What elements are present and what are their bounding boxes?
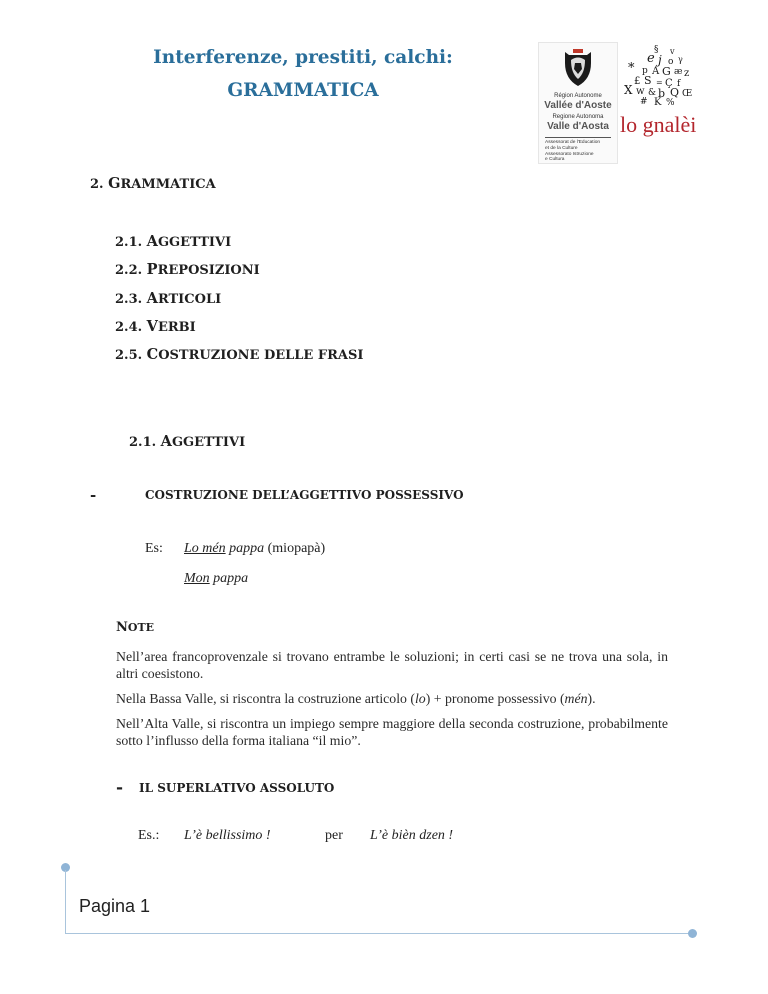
toc-item-costruzione-frasi	[115, 346, 363, 363]
subsection-heading-aggettivi	[129, 433, 245, 450]
footer-dot-bottom	[688, 929, 697, 938]
note-paragraph1: Nell’area francoprovenzale si trovano entrambe le soluzioni; in certi casi se ne trova una sola, in altri coesistono.	[116, 649, 668, 681]
gnalei-logo	[618, 42, 698, 152]
note-rest: OTE	[127, 621, 155, 634]
vda-logo-line1: Région Autonome	[554, 93, 602, 99]
coat-of-arms-icon	[561, 49, 595, 89]
item2-example-left: L’è bellissimo !	[184, 828, 271, 843]
vda-logo	[538, 42, 618, 164]
svg-text:e: e	[647, 51, 655, 66]
note-initial: N	[116, 620, 128, 635]
example1-italic: pappa	[225, 541, 265, 556]
item1-heading: COSTRUZIONE DELL’AGGETTIVO POSSESSIVO	[145, 488, 464, 502]
vda-logo-divider	[545, 137, 611, 138]
svg-text:&: &	[648, 88, 657, 98]
svg-text:f: f	[677, 79, 681, 89]
toc-number: 2.2.	[115, 263, 147, 278]
svg-text:w: w	[636, 86, 645, 97]
toc-item-articoli	[115, 290, 221, 307]
item1-dash: -	[90, 486, 97, 504]
note-p2-text: ) + pronome possessivo (	[425, 691, 565, 706]
section-rest: RAMMATICA	[120, 177, 216, 192]
note-paragraph3: Nell’Alta Valle, si riscontra un impiego sempre maggiore della seconda costruzione, probabilmente sotto l’influsso della forma italiana “il mio”.	[116, 716, 668, 748]
svg-text:j: j	[658, 53, 662, 67]
toc-item-preposizioni	[115, 261, 260, 278]
toc-rest: REPOSIZIONI	[157, 263, 260, 278]
note-p2-text: Nella Bassa Valle, si riscontra la costruzione articolo (	[116, 691, 415, 706]
svg-text:G: G	[662, 65, 671, 78]
item2-dash: -	[116, 778, 124, 798]
toc-initial: P	[146, 261, 158, 278]
toc-number: 2.4.	[115, 320, 147, 335]
svg-text:#: #	[640, 97, 648, 106]
toc-number: 2.1.	[115, 235, 147, 250]
toc-rest: GGETTIVI	[157, 235, 232, 250]
svg-text:A: A	[652, 66, 660, 77]
item2-es-label: Es.:	[138, 828, 160, 843]
toc-rest: RTICOLI	[157, 292, 222, 307]
svg-text:Q: Q	[670, 86, 680, 99]
toc-item-aggettivi	[115, 233, 231, 250]
vda-logo-line2: Vallée d'Aoste	[544, 100, 612, 111]
svg-text:b: b	[658, 87, 666, 100]
svg-text:p: p	[642, 66, 648, 76]
svg-text:£: £	[634, 76, 641, 87]
svg-text:*: *	[628, 61, 635, 76]
item1-example2	[184, 571, 248, 587]
note-p2-lo: lo	[414, 691, 426, 706]
item2-example-right: L’è bièn dzen !	[370, 828, 454, 843]
note-paragraph2	[116, 690, 676, 707]
svg-text:=: =	[656, 78, 663, 87]
toc-item-verbi	[115, 318, 196, 335]
svg-text:X: X	[624, 83, 633, 97]
toc-initial: A	[146, 290, 158, 307]
item2-heading: IL SUPERLATIVO ASSOLUTO	[139, 781, 335, 795]
footer-vertical-line	[65, 870, 66, 933]
svg-text:z: z	[684, 68, 690, 79]
page-number: Pagina 1	[79, 896, 151, 916]
section-heading-grammatica	[90, 175, 216, 192]
svg-text:γ: γ	[678, 55, 683, 64]
svg-text:Ç: Ç	[665, 78, 673, 89]
vda-logo-line4: Valle d'Aosta	[547, 121, 609, 132]
note-p2-text: ).	[587, 691, 596, 706]
item1-example1	[184, 541, 325, 557]
example2-underlined: Mon	[184, 571, 210, 586]
gnalei-logo-text: lo gnalèi	[620, 112, 697, 137]
example1-underlined: Lo mén	[184, 541, 226, 556]
document-title-line1: Interferenze, prestiti, calchi:	[153, 47, 453, 68]
example1-gloss: (miopapà)	[264, 541, 326, 556]
toc-rest: ERBI	[157, 320, 196, 335]
toc-number: 2.3.	[115, 292, 147, 307]
toc-initial: C	[146, 346, 159, 363]
toc-rest: OSTRUZIONE DELLE FRASI	[158, 348, 364, 363]
svg-text:æ: æ	[674, 67, 683, 77]
footer-horizontal-line	[65, 933, 690, 934]
toc-initial: A	[146, 233, 158, 250]
subsection-initial: A	[160, 433, 172, 450]
svg-text:§: §	[654, 45, 659, 55]
section-initial: G	[108, 175, 121, 192]
subsection-number: 2.1.	[129, 435, 161, 450]
svg-text:S: S	[644, 74, 652, 87]
note-heading	[116, 620, 154, 635]
section-number: 2.	[90, 177, 109, 192]
item1-es-label: Es:	[145, 541, 163, 556]
svg-text:v: v	[670, 47, 675, 56]
toc-initial: V	[146, 318, 158, 335]
scattered-letters-icon	[620, 42, 696, 106]
example2-italic: pappa	[209, 571, 249, 586]
svg-text:K: K	[654, 97, 662, 106]
vda-logo-line6: et de la Culture	[545, 146, 578, 151]
svg-text:o: o	[668, 57, 674, 67]
toc-number: 2.5.	[115, 348, 147, 363]
svg-text:Œ: Œ	[682, 89, 693, 99]
subsection-rest: GGETTIVI	[171, 435, 246, 450]
vda-logo-line3: Regione Autonoma	[552, 114, 604, 120]
vda-logo-line7: Assessorato Istruzione	[545, 152, 594, 157]
vda-logo-line5: Assessorat de l'Education	[545, 140, 601, 145]
note-p2-men: mén	[564, 691, 588, 706]
item2-per: per	[325, 828, 343, 843]
svg-text:%: %	[666, 98, 675, 106]
document-title-line2: GRAMMATICA	[227, 80, 379, 101]
vda-logo-line8: e Cultura	[545, 157, 565, 162]
